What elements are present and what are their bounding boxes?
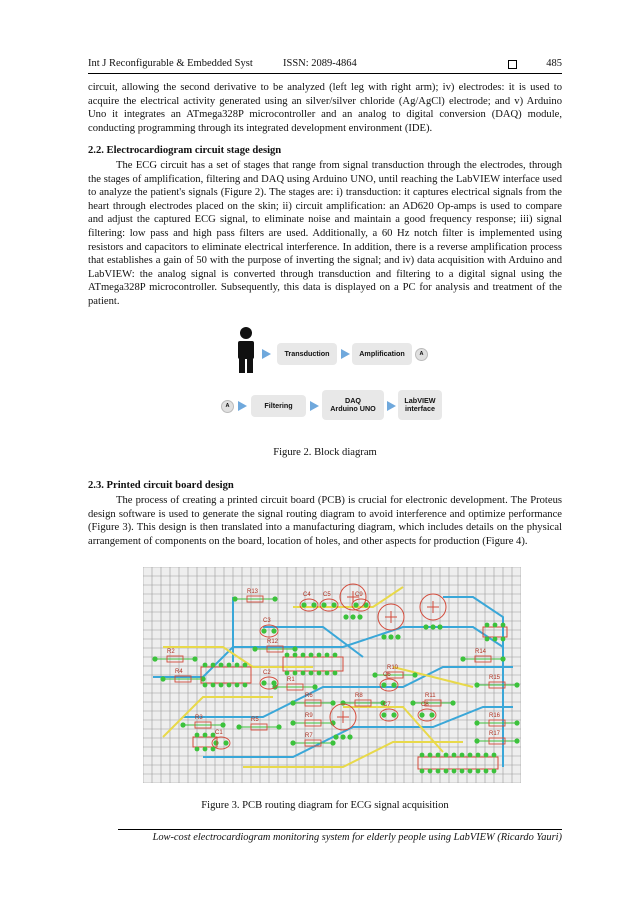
pad <box>317 671 322 676</box>
pad <box>468 769 473 774</box>
pad <box>331 602 336 607</box>
pad <box>152 656 157 661</box>
pad <box>180 722 185 727</box>
pad <box>203 747 208 752</box>
pad <box>292 646 297 651</box>
pad <box>436 769 441 774</box>
pad <box>388 634 393 639</box>
pad <box>272 596 277 601</box>
pad <box>514 720 519 725</box>
pad <box>460 769 465 774</box>
arrow-icon <box>310 401 319 411</box>
pad <box>203 733 208 738</box>
capacitor-label: C6 <box>383 672 391 678</box>
intro-paragraph: circuit, allowing the second derivative to be analyzed (left leg with right arm); iv) electrodes: it is used to acquire the electrical activity generated using an silver/silver chloride (Ag/AgCl) electrode; and v) Arduino Uno it integrates an ATmega328P microcontroller and an analog to digital conversion (DAQ) module, conducting programming through its integrated development environment (IDE). <box>88 82 562 134</box>
transduction-block: Transduction <box>277 343 337 365</box>
pad <box>423 624 428 629</box>
pad <box>460 656 465 661</box>
pad <box>301 602 306 607</box>
pad <box>501 637 506 642</box>
person-icon <box>235 326 257 374</box>
arrow-icon <box>341 349 350 359</box>
pad <box>381 712 386 717</box>
pad <box>211 733 216 738</box>
pad <box>485 623 490 628</box>
resistor-label: R17 <box>489 731 501 737</box>
pad <box>290 700 295 705</box>
pad <box>285 653 290 658</box>
arrow-icon <box>262 349 271 359</box>
pad <box>271 628 276 633</box>
pad <box>492 753 497 758</box>
pad <box>437 624 442 629</box>
pad <box>474 720 479 725</box>
issn: ISSN: 2089-4864 <box>283 58 357 69</box>
pad <box>293 671 298 676</box>
pad <box>501 623 506 628</box>
pad <box>311 602 316 607</box>
capacitor-label: C4 <box>303 592 311 598</box>
pad <box>330 740 335 745</box>
pad <box>372 672 377 677</box>
capacitor-label: C2 <box>263 670 271 676</box>
figure-2-caption: Figure 2. Block diagram <box>273 447 377 458</box>
capacitor-label: C8 <box>421 702 429 708</box>
pad <box>309 671 314 676</box>
labview-interface-label: interface <box>405 404 435 413</box>
pad <box>330 700 335 705</box>
pad <box>203 663 208 668</box>
pad <box>333 671 338 676</box>
capacitor-label: C3 <box>263 618 271 624</box>
running-header <box>88 58 562 72</box>
pad <box>223 740 228 745</box>
arrow-icon <box>238 401 247 411</box>
pad <box>317 653 322 658</box>
pad <box>235 663 240 668</box>
pad <box>227 683 232 688</box>
resistor-label: R7 <box>305 733 313 739</box>
pad <box>474 682 479 687</box>
labview-label: LabVIEW <box>404 396 436 405</box>
arrow-icon <box>387 401 396 411</box>
pad <box>261 628 266 633</box>
pad <box>430 624 435 629</box>
pad <box>195 733 200 738</box>
pad <box>321 602 326 607</box>
pad <box>357 614 362 619</box>
labview-block <box>398 390 442 420</box>
pad <box>243 663 248 668</box>
pad <box>219 663 224 668</box>
pad <box>444 769 449 774</box>
capacitor-label: C9 <box>355 592 363 598</box>
pad <box>211 747 216 752</box>
journal-name: Int J Reconfigurable & Embedded Syst <box>88 58 253 69</box>
figure-3-caption: Figure 3. PCB routing diagram for ECG signal acquisition <box>201 800 449 811</box>
resistor-label: R1 <box>287 677 295 683</box>
pad <box>195 747 200 752</box>
pad <box>485 637 490 642</box>
running-footer: Low-cost electrocardiogram monitoring system for elderly people using LabVIEW (Ricardo Yauri) <box>152 832 562 843</box>
pad <box>428 769 433 774</box>
resistor-label: R2 <box>167 649 175 655</box>
pad <box>381 682 386 687</box>
connector-a-bottom: A <box>221 400 234 413</box>
section-2-2-heading: 2.2. Electrocardiogram circuit stage design <box>88 145 282 156</box>
pad <box>412 672 417 677</box>
resistor-label: R13 <box>247 589 259 595</box>
pad <box>290 720 295 725</box>
pad <box>333 734 338 739</box>
pad <box>340 700 345 705</box>
resistor-label: R10 <box>387 665 399 671</box>
resistor-label: R11 <box>425 693 436 699</box>
pad <box>476 769 481 774</box>
pad <box>227 663 232 668</box>
pad <box>325 671 330 676</box>
pad <box>290 740 295 745</box>
pad <box>343 614 348 619</box>
pad <box>474 738 479 743</box>
daq-label: DAQ <box>345 396 361 405</box>
pad <box>271 680 276 685</box>
pad <box>220 722 225 727</box>
checkbox-icon <box>508 60 517 69</box>
page-number: 485 <box>546 58 562 69</box>
capacitor-label: C7 <box>383 702 391 708</box>
pad <box>410 700 415 705</box>
block-diagram-figure <box>205 318 435 438</box>
resistor-label: R3 <box>195 715 203 721</box>
pad <box>192 656 197 661</box>
resistor-label: R14 <box>475 649 487 655</box>
pad <box>428 753 433 758</box>
pad <box>293 653 298 658</box>
pad <box>420 769 425 774</box>
pad <box>460 753 465 758</box>
pad <box>476 753 481 758</box>
pad <box>276 724 281 729</box>
pad <box>347 734 352 739</box>
pad <box>484 753 489 758</box>
pad <box>309 653 314 658</box>
pad <box>419 712 424 717</box>
pad <box>500 656 505 661</box>
pad <box>514 682 519 687</box>
pad <box>340 734 345 739</box>
daq-block <box>322 390 384 420</box>
resistor-label: R6 <box>305 693 313 699</box>
pad <box>492 769 497 774</box>
resistor-label: R8 <box>355 693 363 699</box>
pad <box>232 596 237 601</box>
resistor-label: R9 <box>305 713 313 719</box>
pad <box>211 663 216 668</box>
pad <box>391 682 396 687</box>
resistor-label: R16 <box>489 713 501 719</box>
pad <box>285 671 290 676</box>
footer-rule <box>118 829 562 830</box>
pad <box>203 683 208 688</box>
pad <box>312 684 317 689</box>
pad <box>301 653 306 658</box>
pad <box>452 769 457 774</box>
section-2-3-body: The process of creating a printed circuit board (PCB) is crucial for electronic development. The Proteus design software is used to generate the signal routing diagram to avoid interference and optimize performance (Figure 3). This design is then translated into a manufacturing diagram, which includes details on the physical arrangement of components on the board, location of holes, and other aspects for production (Figure 4). <box>88 495 562 547</box>
pad <box>381 634 386 639</box>
pad <box>243 683 248 688</box>
pad <box>450 700 455 705</box>
pad <box>514 738 519 743</box>
header-rule <box>88 73 562 74</box>
resistor-label: R15 <box>489 675 501 681</box>
resistor-label: R12 <box>267 639 279 645</box>
amplification-block: Amplification <box>352 343 412 365</box>
pad <box>391 712 396 717</box>
capacitor-label: C5 <box>323 592 331 598</box>
capacitor-label: C1 <box>215 730 223 736</box>
pad <box>493 637 498 642</box>
resistor-label: R4 <box>175 669 183 675</box>
pad <box>236 724 241 729</box>
pad <box>219 683 224 688</box>
pad <box>350 614 355 619</box>
pad <box>301 671 306 676</box>
section-2-3-heading: 2.3. Printed circuit board design <box>88 480 234 491</box>
pad <box>353 602 358 607</box>
pad <box>333 653 338 658</box>
pad <box>420 753 425 758</box>
daq-board-label: Arduino UNO <box>330 404 376 413</box>
resistor-label: R5 <box>251 717 259 723</box>
connector-a-top: A <box>415 348 428 361</box>
pad <box>235 683 240 688</box>
pad <box>429 712 434 717</box>
pad <box>213 740 218 745</box>
pad <box>493 623 498 628</box>
pad <box>325 653 330 658</box>
pad <box>252 646 257 651</box>
pad <box>211 683 216 688</box>
section-2-2-body: The ECG circuit has a set of stages that range from signal transduction through the electrodes, through the stages of amplification, filtering and DAQ using Arduino UNO, until reaching the LabVIEW interface used to analyze the patient's signals (Figure 2). The stages are: i) transduction: it captures electrical signals from the heart through electrodes placed on the skin; ii) circuit amplification: an AD620 Op-amps is used to compare and adjust the captured ECG signal, to eliminate noise and maintain a good frequency response; iii) signal filtering: low pass and high pass filters are used. Additionally, a 60 Hz notch filter is implemented using resistors and capacitors to eliminate electrical interference. In addition, there is a reverse amplification process that establishes a gain of 50 with the purpose of inverting the signal; and iv) data acquisition with Arduino and LabVIEW: the analog signal is converted through transduction and filtering to a digital signal using the ATmega328P microcontroller. Subsequently, this data is displayed on a PC for analysis and treatment of the patient. <box>88 160 562 307</box>
pad <box>468 753 473 758</box>
filtering-block: Filtering <box>251 395 306 417</box>
pad <box>484 769 489 774</box>
pad <box>444 753 449 758</box>
pcb-routing-diagram <box>143 567 521 783</box>
pad <box>395 634 400 639</box>
pad <box>452 753 457 758</box>
pad <box>436 753 441 758</box>
pad <box>261 680 266 685</box>
pad <box>160 676 165 681</box>
